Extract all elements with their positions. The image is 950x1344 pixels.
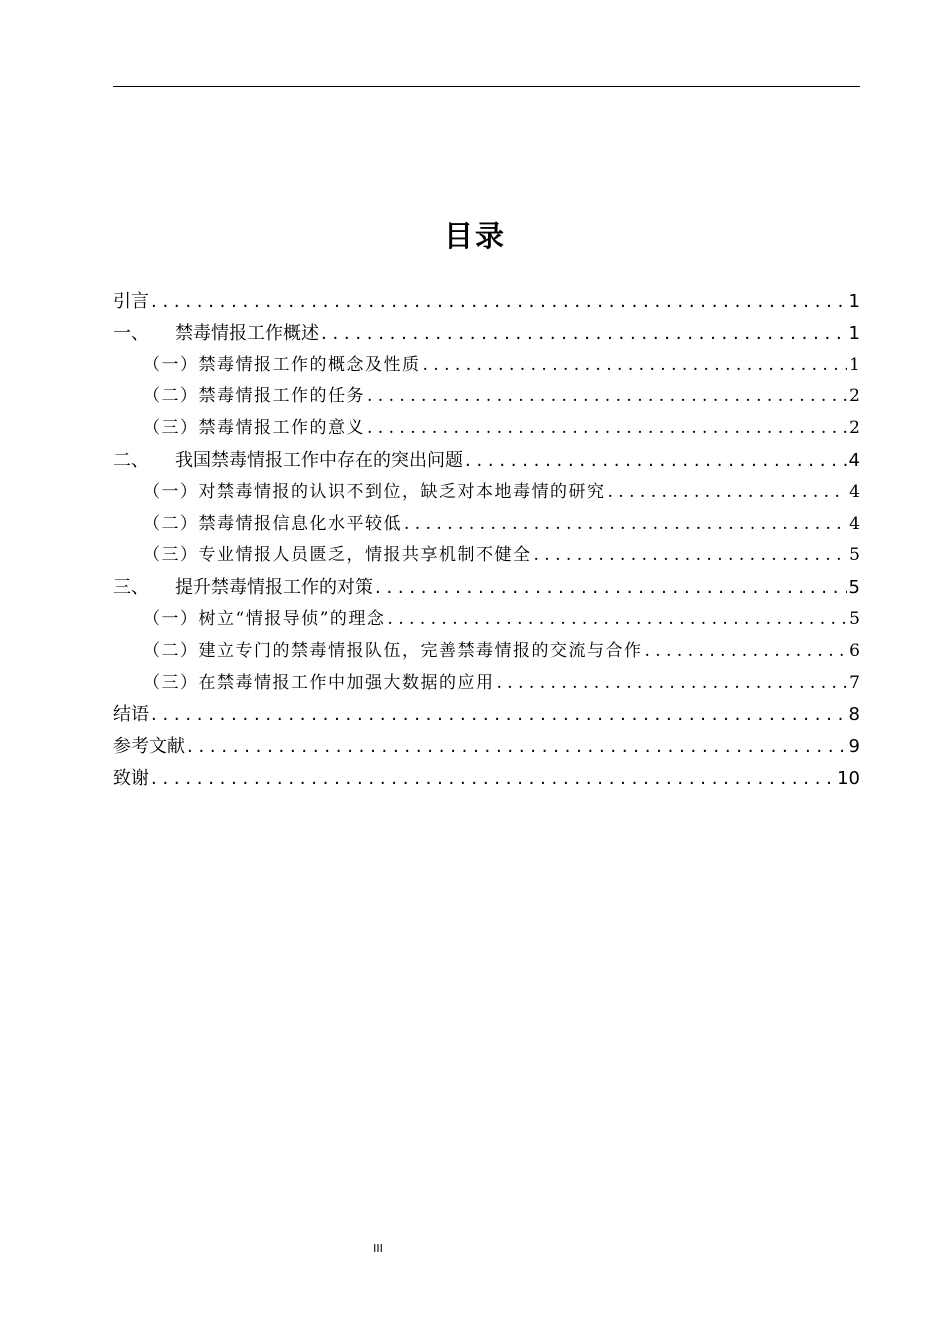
toc-entry-page: 10 [837, 767, 860, 789]
toc-entry-label: 我国禁毒情报工作中存在的突出问题 [175, 449, 463, 471]
table-of-contents [113, 286, 860, 795]
toc-dot-leader [151, 286, 847, 318]
toc-entry[interactable] [113, 731, 860, 763]
toc-entry-page: 7 [849, 672, 860, 693]
toc-dot-leader [465, 445, 847, 477]
toc-entry-label: 致谢 [113, 767, 149, 789]
toc-entry-label: 禁毒情报工作概述 [175, 322, 319, 344]
toc-dot-leader [187, 731, 847, 763]
toc-dot-leader [497, 668, 848, 700]
toc-entry-page: 1 [849, 354, 860, 375]
toc-entry[interactable] [113, 477, 860, 509]
toc-entry-page: 9 [848, 736, 860, 758]
toc-entry-page: 6 [849, 640, 860, 661]
toc-dot-leader [151, 763, 835, 795]
toc-entry-label: （二）禁毒情报信息化水平较低 [143, 513, 402, 534]
toc-entry-label: （二）禁毒情报工作的任务 [143, 386, 365, 407]
toc-entry[interactable] [113, 699, 860, 731]
toc-entry[interactable] [113, 445, 860, 477]
toc-dot-leader [423, 350, 848, 382]
toc-entry-label: （三）在禁毒情报工作中加强大数据的应用 [143, 672, 495, 693]
toc-entry[interactable] [113, 572, 860, 604]
toc-entry[interactable] [113, 509, 860, 541]
toc-entry-label: 提升禁毒情报工作的对策 [175, 577, 373, 599]
toc-entry[interactable] [113, 381, 860, 413]
toc-entry-label: （三）禁毒情报工作的意义 [143, 418, 365, 439]
toc-entry-page: 4 [849, 481, 860, 502]
toc-dot-leader [151, 699, 847, 731]
toc-entry-page: 1 [848, 291, 860, 312]
footer-page-number: III [373, 1242, 383, 1255]
toc-dot-leader [645, 636, 848, 668]
toc-entry[interactable] [113, 668, 860, 700]
toc-entry-page: 1 [848, 322, 860, 344]
toc-entry-number: 三、 [113, 577, 149, 599]
toc-dot-leader [367, 413, 847, 445]
toc-entry-label: （三）专业情报人员匮乏，情报共享机制不健全 [143, 545, 532, 566]
toc-dot-leader [387, 604, 847, 636]
toc-entry-page: 5 [849, 608, 860, 629]
toc-dot-leader [367, 381, 847, 413]
toc-dot-leader [534, 540, 848, 572]
toc-entry-number: 一、 [113, 322, 149, 344]
toc-entry-page: 4 [849, 513, 860, 534]
toc-entry[interactable] [113, 763, 860, 795]
toc-entry-page: 2 [849, 418, 860, 439]
toc-entry[interactable] [113, 604, 860, 636]
toc-entry-label: （一）对禁毒情报的认识不到位，缺乏对本地毒情的研究 [143, 481, 606, 502]
toc-dot-leader [608, 477, 848, 509]
toc-entry-number: 二、 [113, 449, 149, 471]
toc-dot-leader [375, 572, 847, 604]
page-title: 目录 [443, 219, 506, 253]
toc-entry-page: 2 [849, 386, 860, 407]
toc-entry-page: 4 [848, 449, 860, 471]
toc-dot-leader [404, 509, 847, 541]
toc-entry[interactable] [113, 540, 860, 572]
toc-entry-label: （一）树立“情报导侦”的理念 [143, 608, 386, 629]
toc-entry[interactable] [113, 413, 860, 445]
header-rule [113, 86, 860, 87]
toc-entry-label: （一）禁毒情报工作的概念及性质 [143, 354, 421, 375]
toc-entry[interactable] [113, 636, 860, 668]
toc-dot-leader [321, 318, 847, 350]
toc-entry-label: 结语 [113, 704, 149, 726]
toc-entry-label: 参考文献 [113, 736, 185, 758]
toc-entry[interactable] [113, 286, 860, 318]
toc-entry[interactable] [113, 350, 860, 382]
toc-entry-page: 5 [848, 577, 860, 599]
toc-entry-page: 5 [849, 545, 860, 566]
toc-entry-page: 8 [848, 704, 860, 726]
toc-entry[interactable] [113, 318, 860, 350]
toc-entry-label: （二）建立专门的禁毒情报队伍，完善禁毒情报的交流与合作 [143, 640, 643, 661]
toc-entry-label: 引言 [113, 291, 149, 312]
